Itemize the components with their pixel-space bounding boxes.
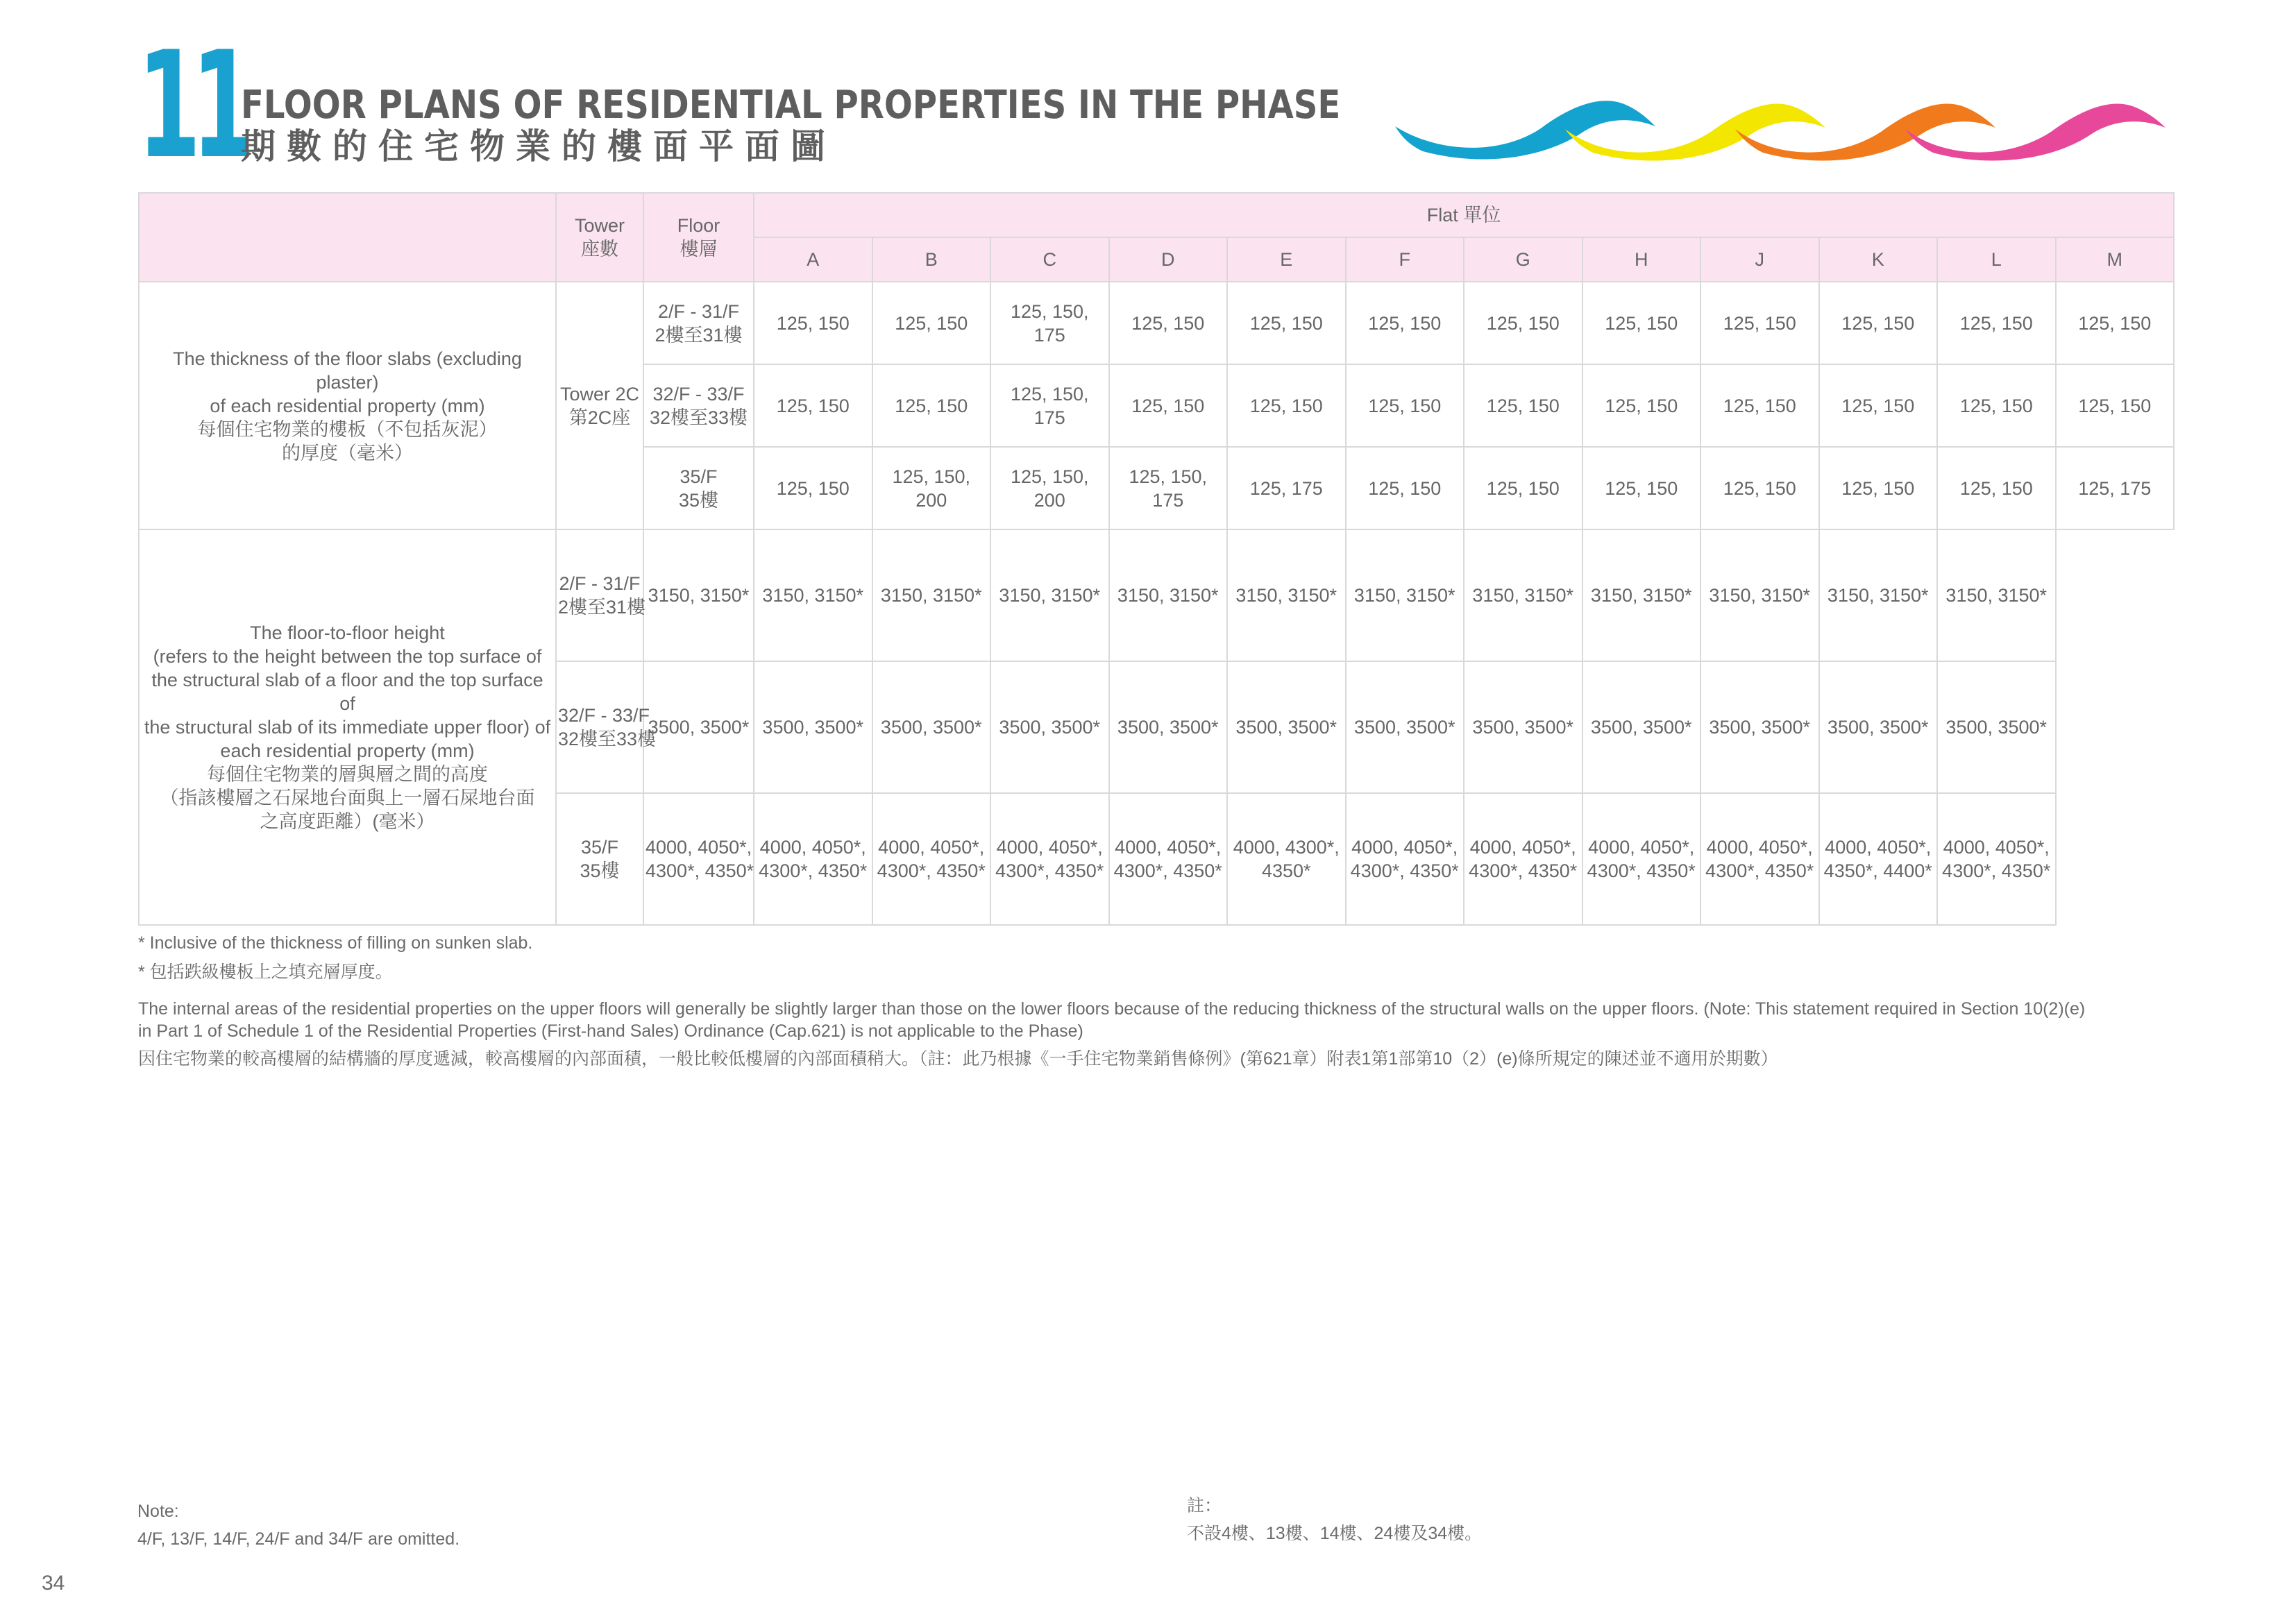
value-line: 3150, 3150* — [1827, 585, 1929, 606]
value-line: 3150, 3150* — [999, 585, 1101, 606]
value-line: 3150, 3150* — [1353, 585, 1455, 606]
value-line: 3150, 3150* — [1235, 585, 1337, 606]
floor-spec-table — [138, 192, 2175, 926]
value-line: 4300*, 4350* — [759, 860, 868, 881]
value-line: 3150, 3150* — [648, 585, 750, 606]
value-line: 4000, 4050*, — [878, 837, 985, 858]
value-cell — [1582, 364, 1701, 447]
internal-area-note-zh: 因住宅物業的較高樓層的結構牆的厚度遞減，較高樓層的內部面積，一般比較低樓層的內部面積稍大。（註：此乃根據《一手住宅物業銷售條例》(第621章）附表1第1部第10（2）(e)條所規定的陳述並不適用於期數） — [138, 1049, 1778, 1069]
value-line: 3500, 3500* — [1353, 717, 1455, 738]
value-line: 3150, 3150* — [1590, 585, 1692, 606]
value-cell — [1700, 661, 1819, 793]
value-cell — [1109, 364, 1228, 447]
page-title-zh: 期數的住宅物業的樓面平面圖 — [241, 126, 836, 167]
value-line: 4000, 4050*, — [1706, 837, 1813, 858]
value-cell — [1109, 447, 1228, 529]
value-line: 4350*, 4400* — [1823, 860, 1932, 881]
value-line: 3500, 3500* — [1709, 717, 1811, 738]
value-line: 3150, 3150* — [1117, 585, 1219, 606]
table-row — [139, 529, 2174, 661]
value-line: 3150, 3150* — [880, 585, 982, 606]
value-line: 4300*, 4350* — [1469, 860, 1578, 881]
flat-letter-header: C — [990, 237, 1109, 282]
value-cell — [1346, 793, 1464, 925]
value-line: 3500, 3500* — [1827, 717, 1929, 738]
value-line: 4000, 4050*, — [1469, 837, 1576, 858]
note-label-en: Note: — [137, 1502, 179, 1521]
value-cell — [1819, 447, 1938, 529]
value-cell — [872, 529, 991, 661]
value-cell — [1109, 793, 1228, 925]
value-line: 125, 150 — [776, 395, 850, 416]
value-line: 125, 150 — [1368, 312, 1442, 334]
floor-height-description-line: each residential property (mm) — [220, 740, 475, 761]
value-line: 4350* — [1261, 860, 1311, 881]
value-cell — [872, 661, 991, 793]
floor-range-cell — [643, 364, 754, 447]
slab-thickness-description — [139, 282, 556, 529]
table-row — [139, 282, 2174, 364]
value-cell — [1464, 447, 1582, 529]
floor-range-cell — [556, 793, 643, 925]
value-line: 4000, 4050*, — [759, 837, 866, 858]
value-cell — [1346, 447, 1464, 529]
value-cell — [1937, 282, 2056, 364]
value-line: 4300*, 4350* — [1113, 860, 1222, 881]
value-line: 125, 150 — [1841, 312, 1915, 334]
value-line: 125, 175 — [1249, 477, 1323, 499]
value-line: 175 — [1152, 489, 1184, 511]
asterisk-note-zh: * 包括跌級樓板上之填充層厚度。 — [138, 962, 393, 982]
value-line: 125, 150 — [1368, 395, 1442, 416]
value-line: 125, 150 — [1605, 312, 1678, 334]
value-line: 3500, 3500* — [880, 717, 982, 738]
value-cell — [1464, 793, 1582, 925]
floor-header-zh: 樓層 — [679, 239, 718, 260]
value-line: 125, 150 — [1723, 395, 1796, 416]
value-line: 125, 150 — [1959, 312, 2033, 334]
value-cell — [1464, 364, 1582, 447]
value-line: 175 — [1033, 324, 1065, 346]
floor-range-en: 35/F — [679, 466, 718, 487]
value-line: 125, 150 — [1486, 312, 1560, 334]
value-cell — [2056, 282, 2175, 364]
value-cell — [872, 364, 991, 447]
value-cell — [990, 793, 1109, 925]
value-line: 3500, 3500* — [1472, 717, 1574, 738]
value-line: 125, 150 — [1249, 312, 1323, 334]
value-line: 125, 150 — [1486, 477, 1560, 499]
internal-area-note-en-1: The internal areas of the residential properties on the upper floors will generally be slightly larger than those on the lower floors because of the reducing thickness of the structural walls on the upper floors. (Note: This statement required in Section 10(2)(e) — [138, 999, 2086, 1019]
flat-letter-header: E — [1227, 237, 1346, 282]
value-cell — [1109, 529, 1228, 661]
header-blank-cell — [139, 193, 556, 282]
value-cell — [990, 447, 1109, 529]
value-line: 125, 150 — [776, 312, 850, 334]
value-line: 4300*, 4350* — [877, 860, 986, 881]
value-cell — [1109, 282, 1228, 364]
value-line: 3500, 3500* — [1235, 717, 1337, 738]
value-cell — [1819, 661, 1938, 793]
tower-header — [556, 193, 643, 282]
value-cell — [1464, 661, 1582, 793]
floor-height-description — [139, 529, 556, 925]
value-cell — [1819, 282, 1938, 364]
value-cell — [643, 529, 754, 661]
value-cell — [643, 661, 754, 793]
value-line: 125, 150 — [2078, 395, 2152, 416]
floor-range-zh: 2樓至31樓 — [558, 597, 646, 618]
value-cell — [1582, 282, 1701, 364]
value-line: 4300*, 4350* — [1587, 860, 1696, 881]
value-cell — [643, 793, 754, 925]
slab-thickness-description-line: 的厚度（毫米） — [282, 442, 413, 464]
value-cell — [754, 282, 872, 364]
value-cell — [1346, 282, 1464, 364]
value-cell — [2056, 364, 2175, 447]
value-cell — [1582, 793, 1701, 925]
slab-thickness-description-line: of each residential property (mm) — [210, 395, 485, 416]
value-cell — [1937, 364, 2056, 447]
tower-cell — [556, 282, 643, 529]
value-line: 125, 150 — [1605, 477, 1678, 499]
value-cell — [1109, 661, 1228, 793]
floor-height-description-line: (refers to the height between the top surface of — [153, 646, 542, 667]
value-line: 4000, 4050*, — [645, 837, 752, 858]
floor-range-zh: 35樓 — [580, 860, 620, 881]
value-cell — [1819, 364, 1938, 447]
flat-letter-header: B — [872, 237, 991, 282]
value-cell — [1227, 661, 1346, 793]
value-cell — [1937, 447, 2056, 529]
floor-range-en: 32/F - 33/F — [652, 383, 745, 405]
value-line: 125, 150 — [1723, 312, 1796, 334]
page-number: 34 — [42, 1572, 65, 1595]
value-line: 4000, 4050*, — [996, 837, 1103, 858]
value-cell — [1464, 282, 1582, 364]
section-number: 11 — [137, 19, 246, 191]
value-line: 125, 150, — [1010, 466, 1089, 487]
floor-height-description-line: 之高度距離）(毫米） — [260, 811, 435, 832]
omitted-floors-note-zh — [1187, 1492, 1482, 1547]
flat-letter-header: K — [1819, 237, 1938, 282]
tower-header-en: Tower — [574, 215, 625, 236]
value-line: 3150, 3150* — [1945, 585, 2048, 606]
value-line: 125, 150 — [1959, 477, 2033, 499]
value-line: 125, 150 — [1841, 477, 1915, 499]
flat-letter-header: J — [1700, 237, 1819, 282]
value-cell — [754, 793, 872, 925]
value-line: 125, 150 — [1959, 395, 2033, 416]
value-line: 4000, 4050*, — [1943, 837, 2050, 858]
flat-letter-header: H — [1582, 237, 1701, 282]
value-line: 125, 150 — [1723, 477, 1796, 499]
value-cell — [872, 282, 991, 364]
value-line: 4000, 4050*, — [1351, 837, 1458, 858]
value-cell — [872, 793, 991, 925]
slab-thickness-description-line: 每個住宅物業的樓板（不包括灰泥） — [197, 418, 498, 440]
tower-name-en: Tower 2C — [559, 383, 640, 405]
floor-range-cell — [556, 529, 646, 661]
value-cell — [1346, 529, 1464, 661]
flat-letter-header: M — [2056, 237, 2175, 282]
value-cell — [1819, 793, 1938, 925]
value-cell — [1346, 661, 1464, 793]
value-line: 125, 150 — [895, 312, 968, 334]
value-cell — [1346, 364, 1464, 447]
value-line: 3150, 3150* — [762, 585, 864, 606]
value-cell — [1464, 529, 1582, 661]
value-line: 4000, 4050*, — [1825, 837, 1932, 858]
flat-header: Flat 單位 — [754, 193, 2174, 237]
floor-height-description-line: the structural slab of a floor and the top surface of — [151, 670, 543, 714]
value-line: 3500, 3500* — [1945, 717, 2048, 738]
note-text-zh: 不設4樓、13樓、14樓、24樓及34樓。 — [1187, 1524, 1483, 1543]
floor-range-cell — [643, 282, 754, 364]
value-line: 4000, 4300*, — [1233, 837, 1340, 858]
value-line: 4300*, 4350* — [1942, 860, 2051, 881]
value-cell — [1700, 793, 1819, 925]
flat-letter-header: A — [754, 237, 872, 282]
value-cell — [754, 364, 872, 447]
value-cell — [1700, 364, 1819, 447]
value-cell — [1582, 661, 1701, 793]
value-cell — [990, 661, 1109, 793]
value-cell — [1700, 447, 1819, 529]
value-cell — [1227, 282, 1346, 364]
value-line: 3500, 3500* — [1117, 717, 1219, 738]
floor-range-zh: 32樓至33樓 — [558, 729, 657, 749]
value-line: 125, 150 — [1486, 395, 1560, 416]
floor-height-description-line: the structural slab of its immediate upper floor) of — [144, 717, 551, 738]
value-line: 125, 150 — [1605, 395, 1678, 416]
floor-range-zh: 32樓至33樓 — [649, 407, 748, 428]
value-cell — [754, 529, 872, 661]
flat-letter-header: G — [1464, 237, 1582, 282]
value-line: 125, 150, — [1010, 383, 1089, 405]
value-cell — [754, 661, 872, 793]
value-line: 125, 150 — [1249, 395, 1323, 416]
value-cell — [754, 447, 872, 529]
floor-range-zh: 2樓至31樓 — [655, 324, 743, 346]
value-line: 4300*, 4350* — [645, 860, 754, 881]
value-cell — [1819, 529, 1938, 661]
floor-range-en: 2/F - 31/F — [657, 300, 740, 322]
value-line: 175 — [1033, 407, 1065, 428]
value-cell — [1227, 364, 1346, 447]
value-line: 125, 150 — [2078, 312, 2152, 334]
value-line: 3500, 3500* — [1590, 717, 1692, 738]
value-cell — [1227, 447, 1346, 529]
floor-header — [643, 193, 754, 282]
value-cell — [1227, 793, 1346, 925]
floor-range-en: 35/F — [580, 837, 619, 858]
value-cell — [1582, 529, 1701, 661]
value-line: 125, 150 — [1131, 312, 1205, 334]
value-line: 125, 150 — [776, 477, 850, 499]
value-line: 4000, 4050*, — [1588, 837, 1695, 858]
value-line: 3500, 3500* — [999, 717, 1101, 738]
value-line: 3150, 3150* — [1709, 585, 1811, 606]
value-cell — [990, 282, 1109, 364]
flat-letter-header: D — [1109, 237, 1228, 282]
value-cell — [1582, 447, 1701, 529]
note-text-en: 4/F, 13/F, 14/F, 24/F and 34/F are omitted. — [137, 1529, 460, 1549]
value-cell — [2056, 447, 2175, 529]
value-cell — [990, 529, 1109, 661]
slab-thickness-description-line: The thickness of the floor slabs (excluding plaster) — [173, 348, 522, 393]
value-line: 125, 150 — [895, 395, 968, 416]
tower-header-zh: 座數 — [581, 239, 618, 260]
floor-height-description-line: 每個住宅物業的層與層之間的高度 — [207, 764, 488, 785]
page-title-en: FLOOR PLANS OF RESIDENTIAL PROPERTIES IN THE PHASE — [241, 83, 1341, 128]
value-line: 3500, 3500* — [762, 717, 864, 738]
value-cell — [872, 447, 991, 529]
value-line: 125, 150, — [1129, 466, 1208, 487]
note-label-zh: 註： — [1187, 1496, 1222, 1515]
floor-range-cell — [556, 661, 657, 793]
value-line: 200 — [1033, 489, 1065, 511]
value-line: 125, 175 — [2078, 477, 2152, 499]
floor-height-description-line: （指該樓層之石屎地台面與上一層石屎地台面 — [160, 788, 535, 808]
asterisk-note-en: * Inclusive of the thickness of filling on sunken slab. — [138, 933, 533, 953]
value-cell — [1937, 529, 2056, 661]
flat-letter-header: L — [1937, 237, 2056, 282]
value-line: 3150, 3150* — [1472, 585, 1574, 606]
value-cell — [1227, 529, 1346, 661]
value-line: 125, 150 — [1131, 395, 1205, 416]
value-cell — [1937, 793, 2056, 925]
value-line: 4300*, 4350* — [995, 860, 1104, 881]
wave-ribbon-logo — [1395, 76, 2172, 167]
internal-area-note-en-2: in Part 1 of Schedule 1 of the Residential Properties (First-hand Sales) Ordinance (Cap.621) is not applicable to the Phase) — [138, 1021, 1083, 1041]
value-line: 3500, 3500* — [648, 717, 750, 738]
value-cell — [1937, 661, 2056, 793]
value-line: 4000, 4050*, — [1115, 837, 1222, 858]
flat-letter-header: F — [1346, 237, 1464, 282]
value-line: 125, 150, — [1010, 300, 1089, 322]
value-line: 4300*, 4350* — [1705, 860, 1814, 881]
floor-range-cell — [643, 447, 754, 529]
value-line: 125, 150, — [892, 466, 971, 487]
value-cell — [1700, 529, 1819, 661]
value-cell — [1700, 282, 1819, 364]
floor-range-zh: 35樓 — [678, 489, 719, 511]
omitted-floors-note-en — [137, 1497, 459, 1553]
value-line: 4300*, 4350* — [1350, 860, 1459, 881]
floor-range-en: 2/F - 31/F — [559, 573, 641, 594]
floor-range-en: 32/F - 33/F — [558, 705, 650, 726]
floor-header-en: Floor — [677, 215, 720, 236]
value-cell — [990, 364, 1109, 447]
value-line: 125, 150 — [1841, 395, 1915, 416]
tower-name-zh: 第2C座 — [568, 407, 631, 428]
value-line: 125, 150 — [1368, 477, 1442, 499]
floor-height-description-line: The floor-to-floor height — [250, 622, 445, 643]
value-line: 200 — [915, 489, 947, 511]
